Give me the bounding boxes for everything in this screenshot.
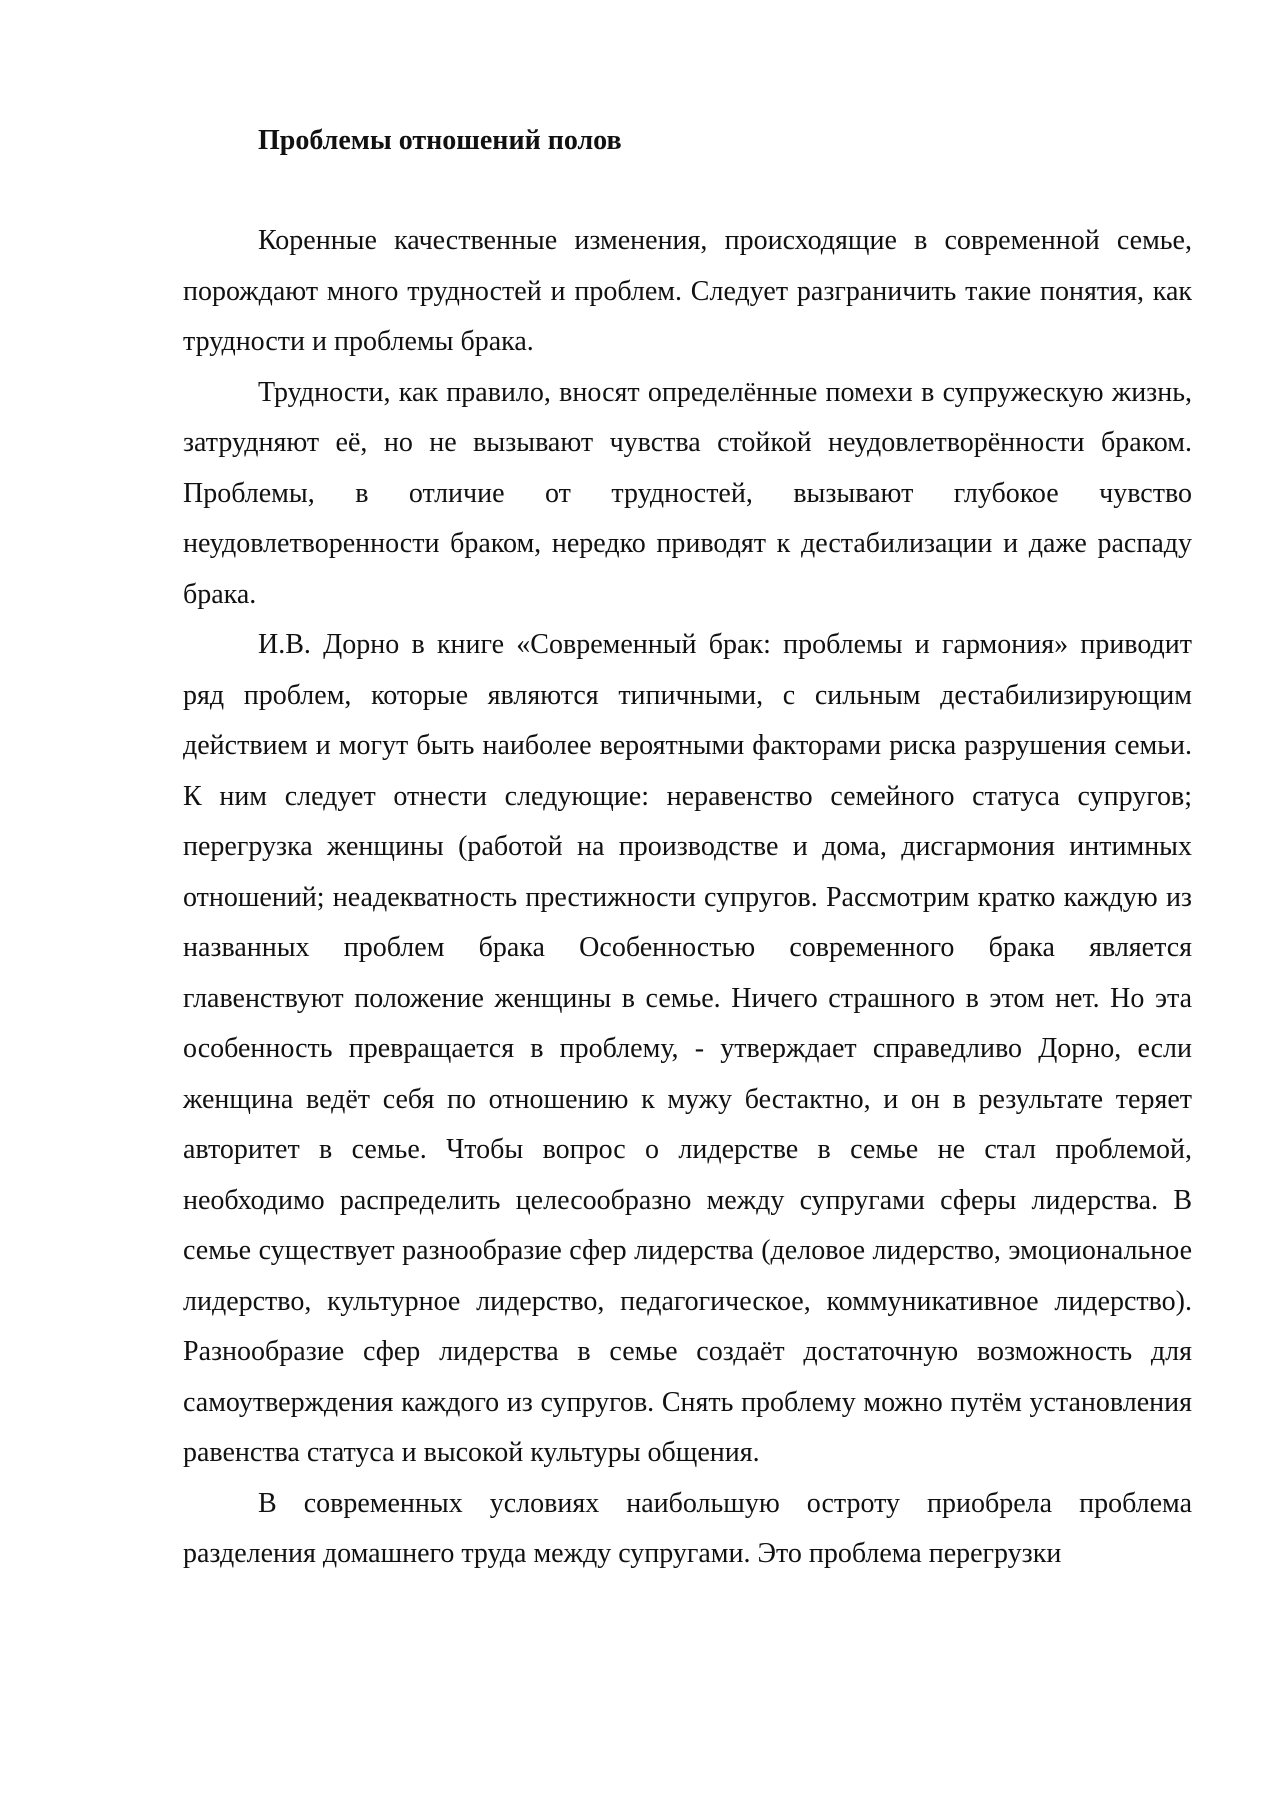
paragraph-2: Трудности, как правило, вносят определённые помехи в супружескую жизнь, затрудняют её, но не вызывают чувства стойкой неудовлетворённости браком. Проблемы, в отличие от трудностей, вызывают глубокое чувство неудовлетворенности браком, нередко приводят к дестабилизации и даже распаду брака. [183,376,1192,610]
paragraph-1: Коренные качественные изменения, происходящие в современной семье, порождают много трудностей и проблем. Следует разграничить такие понятия, как трудности и проблемы брака. [183,225,1192,357]
document-title: Проблемы отношений полов [258,125,622,156]
document-body [183,116,1192,1580]
paragraph-3: И.В. Дорно в книге «Современный брак: проблемы и гармония» приводит ряд проблем, которые являются типичными, с сильным дестабилизирующим действием и могут быть наиболее вероятными факторами риска разрушения семьи. К ним следует отнести следующие: неравенство семейного статуса супругов; перегрузка женщины (работой на производстве и дома, дисгармония интимных отношений; неадекватность престижности супругов. Рассмотрим кратко каждую из названных проблем брака Особенностью современного брака является главенствуют положение женщины в семье. Ничего страшного в этом нет. Но эта особенность превращается в проблему, - утверждает справедливо Дорно, если женщина ведёт себя по отношению к мужу бестактно, и он в результате теряет авторитет в семье. Чтобы вопрос о лидерстве в семье не стал проблемой, необходимо распределить целесообразно между супругами сферы лидерства. В семье существует разнообразие сфер лидерства (деловое лидерство, эмоциональное лидерство, культурное лидерство, педагогическое, коммуникативное лидерство). Разнообразие сфер лидерства в семье создаёт достаточную возможность для самоутверждения каждого из супругов. Снять проблему можно путём установления равенства статуса и высокой культуры общения. [183,629,1192,1468]
paragraph-4: В современных условиях наибольшую остроту приобрела проблема разделения домашнего труда между супругами. Это проблема перегрузки [183,1487,1192,1569]
paragraph-list [183,216,1192,1580]
